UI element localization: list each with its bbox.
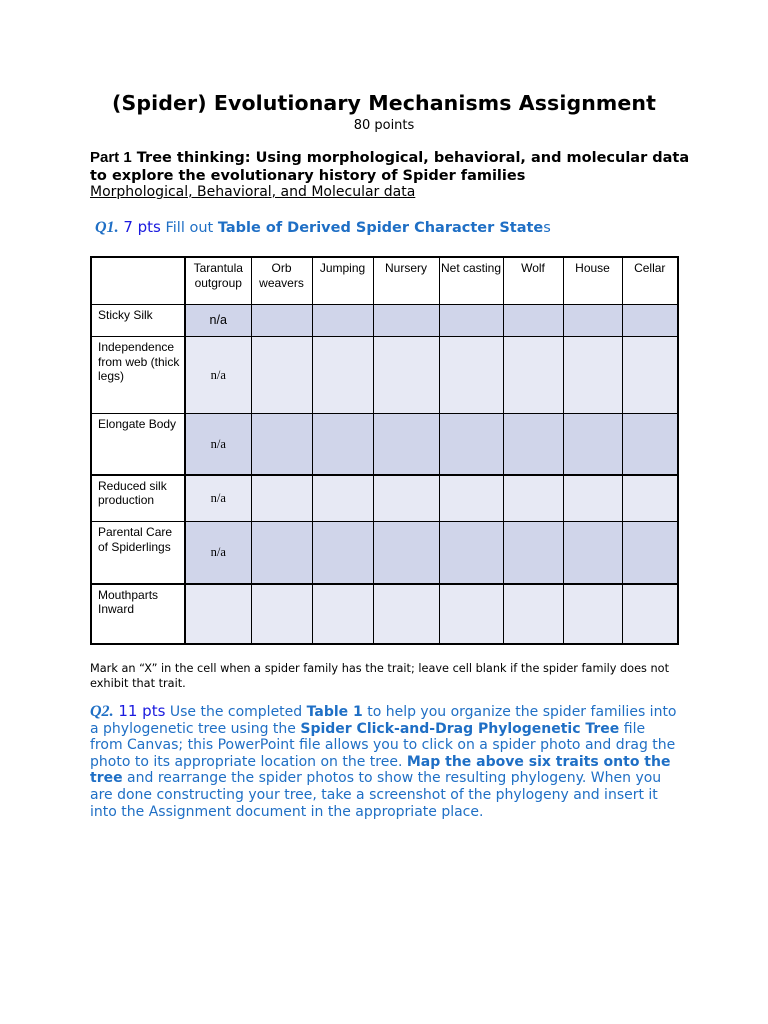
question-1 [95,218,551,237]
trait-cell[interactable] [439,584,503,644]
trait-cell[interactable] [312,584,373,644]
q2-text: file from Canvas; this PowerPoint file allows you to click on a spider photo and drag the photo to its appropriate location on the tree. [90,720,676,770]
q1-number: Q1 [95,219,115,236]
table-corner-cell [91,257,185,305]
trait-cell[interactable] [439,414,503,475]
table-row [91,305,678,337]
trait-cell[interactable] [312,475,373,522]
question-2 [90,703,680,820]
trait-cell[interactable] [373,584,439,644]
trait-cell[interactable] [563,305,622,337]
column-header: Orb weavers [251,257,312,305]
outgroup-cell[interactable]: n/a [185,305,251,337]
trait-cell[interactable] [563,475,622,522]
column-header: House [563,257,622,305]
trait-cell[interactable] [312,522,373,584]
q2-emphasis: Spider Click-and-Drag Phylogenetic Tree [300,720,620,737]
q2-dot: . [109,703,114,720]
trait-cell[interactable] [251,522,312,584]
q2-text: to help you organize the spider families into a phylogenetic tree using the [90,704,677,737]
trait-cell[interactable] [503,522,563,584]
table-row [91,414,678,475]
row-label: Independence from web (thick legs) [91,337,185,414]
derived-character-table [90,256,679,645]
trait-cell[interactable] [563,414,622,475]
table-header-row [91,257,678,305]
q2-number: Q2 [90,703,110,720]
trait-cell[interactable] [563,337,622,414]
document-title: (Spider) Evolutionary Mechanisms Assignment [112,91,656,115]
trait-cell[interactable] [503,337,563,414]
trait-cell[interactable] [373,522,439,584]
row-label: Elongate Body [91,414,185,475]
column-header: Net casting [439,257,503,305]
q2-text: Use the completed [165,704,307,720]
trait-cell[interactable] [503,305,563,337]
column-header: Jumping [312,257,373,305]
row-label: Parental Care of Spiderlings [91,522,185,584]
trait-cell[interactable] [439,522,503,584]
part1-heading [90,149,690,185]
column-header: Cellar [622,257,678,305]
trait-cell[interactable] [251,414,312,475]
table-row [91,584,678,644]
row-label: Mouthparts Inward [91,584,185,644]
trait-cell[interactable] [251,475,312,522]
trait-cell[interactable] [373,305,439,337]
column-header: Wolf [503,257,563,305]
part1-label: Part 1 [90,149,132,166]
outgroup-cell[interactable]: n/a [185,414,251,475]
q2-emphasis: Table 1 [306,704,363,720]
table-instructions: Mark an “X” in the cell when a spider family has the trait; leave cell blank if the spider family does not exhibit that trait. [90,662,670,690]
table-row [91,522,678,584]
trait-cell[interactable] [312,414,373,475]
trait-cell[interactable] [503,414,563,475]
part1-title: Tree thinking: Using morphological, behavioral, and molecular data to explore the evolutionary history of Spider families [90,150,690,184]
trait-cell[interactable] [439,305,503,337]
trait-cell[interactable] [312,305,373,337]
outgroup-cell[interactable]: n/a [185,475,251,522]
trait-cell[interactable] [622,305,678,337]
q1-table-name: Table of Derived Spider Character State [217,220,544,236]
q2-emphasis: Map the above six traits onto the tree [90,753,671,787]
table-row [91,475,678,522]
column-header: Nursery [373,257,439,305]
q2-text: and rearrange the spider photos to show the resulting phylogeny. When you are done constructing your tree, take a screenshot of the phylogeny and insert it into the Assignment document in the appropriate place. [90,770,662,820]
row-label: Sticky Silk [91,305,185,337]
trait-cell[interactable] [251,305,312,337]
trait-cell[interactable] [563,522,622,584]
trait-cell[interactable] [373,414,439,475]
trait-cell[interactable] [251,584,312,644]
outgroup-cell[interactable]: n/a [185,337,251,414]
trait-cell[interactable] [622,337,678,414]
column-header: Tarantula outgroup [185,257,251,305]
trait-cell[interactable] [439,475,503,522]
trait-cell[interactable] [312,337,373,414]
q1-lead: Fill out [160,220,218,236]
trait-cell[interactable] [251,337,312,414]
q1-tail: s [543,220,551,236]
q1-points: 7 pts [118,218,161,236]
total-points: 80 points [353,118,415,133]
trait-cell[interactable] [439,337,503,414]
q1-dot: . [114,219,119,236]
row-label: Reduced silk production [91,475,185,522]
outgroup-cell[interactable]: n/a [185,522,251,584]
trait-cell[interactable] [622,584,678,644]
trait-cell[interactable] [503,475,563,522]
trait-cell[interactable] [622,414,678,475]
table-row [91,337,678,414]
part1-subheading: Morphological, Behavioral, and Molecular data [90,184,416,200]
trait-cell[interactable] [373,475,439,522]
outgroup-cell[interactable] [185,584,251,644]
trait-cell[interactable] [622,475,678,522]
trait-cell[interactable] [622,522,678,584]
trait-cell[interactable] [503,584,563,644]
trait-cell[interactable] [373,337,439,414]
trait-cell[interactable] [563,584,622,644]
q2-points: 11 pts [113,702,166,720]
